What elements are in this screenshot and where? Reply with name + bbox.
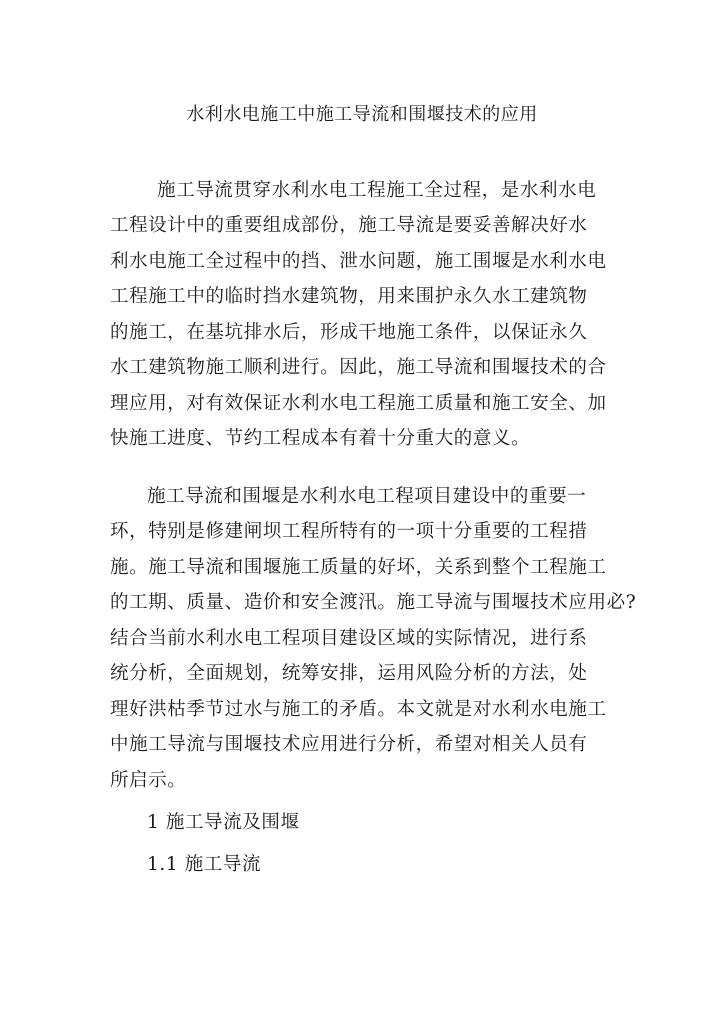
paragraph2-line-1: 施工导流和围堰是水利水电工程项目建设中的重要一 (147, 486, 587, 507)
paragraph2-line-9: 所启示。 (110, 770, 187, 791)
section-heading-1-1: 1.1 施工导流 (147, 854, 262, 875)
paragraph2-line-5: 结合当前水利水电工程项目建设区域的实际情况，进行系 (110, 628, 588, 649)
paragraph2-line-6: 统分析，全面规划，统筹安排，运用风险分析的方法，处 (110, 663, 588, 684)
paragraph2-line-8: 中施工导流与围堰技术应用进行分析，希望对相关人员有 (110, 734, 588, 755)
paragraph1-line-4: 工程施工中的临时挡水建筑物，用来围护永久水工建筑物 (110, 286, 588, 307)
paragraph2-line-7: 理好洪枯季节过水与施工的矛盾。本文就是对水利水电施工 (110, 699, 607, 720)
paragraph1-line-8: 快施工进度、节约工程成本有着十分重大的意义。 (110, 428, 531, 449)
paragraph1-line-3: 利水电施工全过程中的挡、泄水问题，施工围堰是水利水电 (110, 251, 607, 272)
paragraph1-line-1: 施工导流贯穿水利水电工程施工全过程，是水利水电 (157, 180, 597, 201)
paragraph1-line-2: 工程设计中的重要组成部份，施工导流是要妥善解决好水 (110, 215, 588, 236)
paragraph2-line-4: 的工期、质量、造价和安全渡汛。施工导流与围堰技术应用必? (110, 592, 637, 613)
paragraph2-line-2: 环，特别是修建闸坝工程所特有的一项十分重要的工程措 (110, 521, 588, 542)
section-heading-1: 1 施工导流及围堰 (147, 812, 300, 833)
paragraph1-line-7: 理应用，对有效保证水利水电工程施工质量和施工安全、加 (110, 393, 607, 414)
paragraph1-line-6: 水工建筑物施工顺利进行。因此，施工导流和围堰技术的合 (110, 357, 607, 378)
paragraph2-line-3: 施。施工导流和围堰施工质量的好坏，关系到整个工程施工 (110, 557, 607, 578)
document-title: 水利水电施工中施工导流和围堰技术的应用 (186, 104, 538, 125)
paragraph1-line-5: 的施工，在基坑排水后，形成干地施工条件，以保证永久 (110, 322, 588, 343)
